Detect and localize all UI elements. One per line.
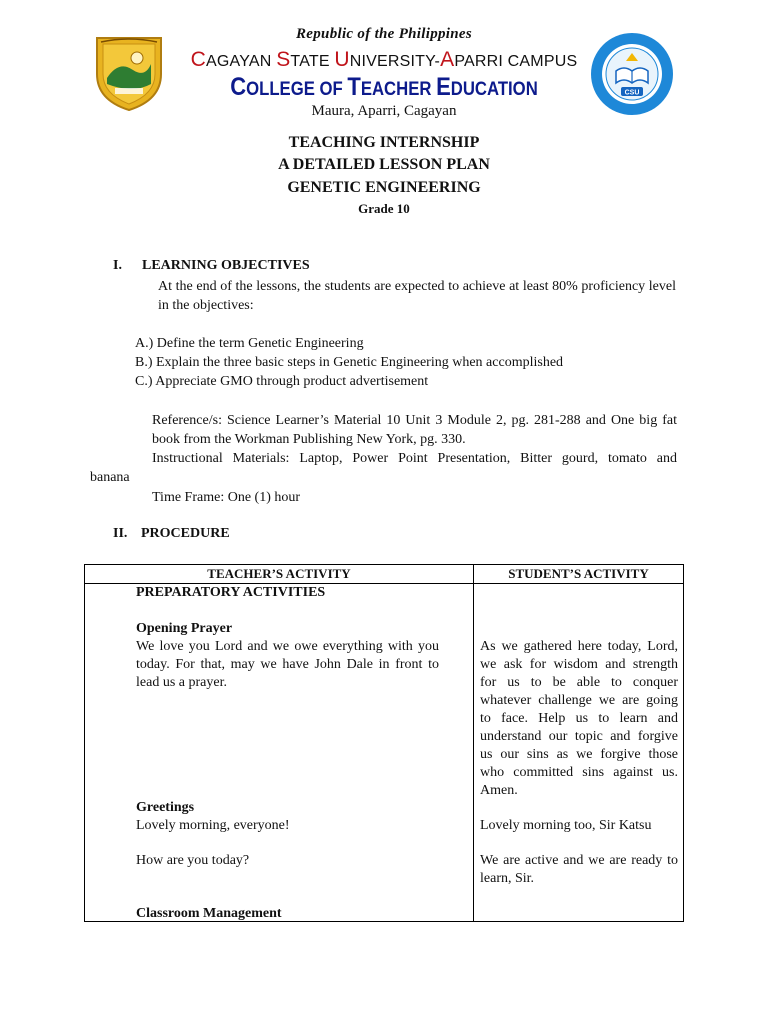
opening-prayer-heading: Opening Prayer (136, 621, 233, 636)
question-student: We are active and we are ready to learn, Sir. (480, 853, 678, 886)
question-teacher: How are you today? (136, 853, 250, 868)
document-title-line-2: A DETAILED LESSON PLAN (278, 156, 490, 173)
table-column-divider (473, 565, 474, 921)
document-title-line-1: TEACHING INTERNSHIP (288, 134, 480, 151)
section-1-number: I. (113, 258, 122, 273)
grade-level: Grade 10 (358, 201, 410, 216)
document-title-line-3: GENETIC ENGINEERING (287, 179, 481, 196)
section-2-number: II. (113, 526, 128, 541)
university-name: CAGAYAN STATE UNIVERSITY-APARRI CAMPUS (190, 48, 578, 71)
classroom-management-heading: Classroom Management (136, 906, 282, 921)
csu-badge-text: CSU (624, 89, 640, 97)
time-frame-text: Time Frame: One (1) hour (152, 490, 301, 505)
objectives-intro: At the end of the lessons, the students are expected to achieve at least 80% proficiency level in the objectives: (158, 279, 676, 313)
objective-item-a: A.) Define the term Genetic Engineering (135, 336, 364, 351)
objective-item-b: B.) Explain the three basic steps in Genetic Engineering when accomplished (135, 355, 564, 370)
greeting-teacher: Lovely morning, everyone! (136, 818, 290, 833)
instructional-materials-text: Instructional Materials: Laptop, Power Point Presentation, Bitter gourd, tomato and (152, 451, 677, 466)
preparatory-activities-heading: PREPARATORY ACTIVITIES (136, 585, 326, 600)
greeting-student: Lovely morning too, Sir Katsu (480, 818, 652, 833)
student-activity-header: STUDENT’S ACTIVITY (508, 566, 649, 581)
section-2-heading: PROCEDURE (141, 526, 230, 541)
college-name: COLLEGE OF TEACHER EDUCATION (230, 73, 538, 101)
greetings-heading: Greetings (136, 800, 195, 815)
objective-item-c: C.) Appreciate GMO through product advertisement (135, 374, 429, 389)
teacher-activity-header: TEACHER’S ACTIVITY (207, 566, 351, 581)
instructional-materials-cont: banana (90, 470, 130, 485)
campus-address: Maura, Aparri, Cagayan (311, 103, 457, 119)
procedure-table (84, 564, 684, 922)
references-text: Reference/s: Science Learner’s Material 10 Unit 3 Module 2, pg. 281-288 and One big fat book from the Workman Publishing New York, pg. 330. (152, 413, 677, 447)
opening-prayer-teacher: We love you Lord and we owe everything with you today. For that, may we have John Dale in front to lead us a prayer. (136, 639, 439, 690)
opening-prayer-student: As we gathered here today, Lord, we ask for wisdom and strength for us to be able to conquer whatever challenge we are going to face. Help us to learn and understand our topic and forgive us our sins as we forgive those who committed sins against us. Amen. (480, 639, 678, 798)
republic-heading: Republic of the Philippines (295, 26, 473, 42)
section-1-heading: LEARNING OBJECTIVES (142, 258, 310, 273)
